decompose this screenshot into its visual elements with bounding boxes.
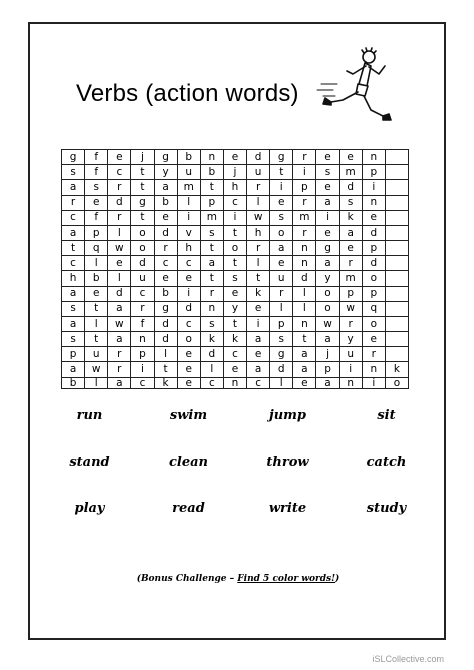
- grid-cell: a: [340, 226, 363, 241]
- grid-cell: b: [178, 150, 201, 165]
- grid-cell: t: [62, 241, 85, 256]
- grid-cell: t: [155, 362, 178, 377]
- grid-cell: p: [85, 226, 108, 241]
- grid-cell: p: [363, 165, 386, 180]
- grid-cell: m: [340, 271, 363, 286]
- grid-cell: [386, 317, 409, 332]
- grid-cell: w: [108, 241, 131, 256]
- grid-cell: c: [131, 287, 154, 302]
- grid-cell: h: [224, 180, 247, 195]
- grid-cell: e: [363, 332, 386, 347]
- word-item: play: [74, 501, 105, 517]
- grid-cell: w: [108, 317, 131, 332]
- grid-cell: h: [247, 226, 270, 241]
- grid-cell: t: [201, 180, 224, 195]
- grid-cell: d: [340, 180, 363, 195]
- grid-cell: d: [201, 347, 224, 362]
- grid-cell: l: [270, 378, 293, 390]
- grid-cell: e: [316, 180, 339, 195]
- grid-cell: n: [293, 241, 316, 256]
- grid-cell: r: [155, 241, 178, 256]
- grid-cell: t: [85, 332, 108, 347]
- grid-cell: o: [316, 302, 339, 317]
- grid-cell: [386, 302, 409, 317]
- grid-cell: e: [178, 347, 201, 362]
- grid-cell: e: [155, 271, 178, 286]
- grid-cell: e: [85, 196, 108, 211]
- word-item: read: [172, 501, 205, 517]
- grid-cell: r: [108, 362, 131, 377]
- grid-cell: f: [131, 317, 154, 332]
- grid-cell: a: [316, 378, 339, 390]
- grid-cell: h: [62, 271, 85, 286]
- grid-cell: p: [363, 241, 386, 256]
- grid-cell: g: [131, 196, 154, 211]
- grid-cell: d: [131, 256, 154, 271]
- grid-cell: a: [108, 332, 131, 347]
- grid-cell: q: [363, 302, 386, 317]
- word-item: clean: [169, 454, 208, 470]
- grid-cell: o: [386, 378, 409, 390]
- grid-cell: s: [201, 226, 224, 241]
- grid-cell: y: [224, 302, 247, 317]
- grid-cell: a: [201, 256, 224, 271]
- grid-cell: r: [247, 180, 270, 195]
- grid-cell: l: [85, 317, 108, 332]
- grid-cell: o: [316, 287, 339, 302]
- grid-cell: t: [131, 211, 154, 226]
- grid-cell: s: [340, 196, 363, 211]
- page-title: Verbs (action words): [76, 80, 299, 107]
- grid-cell: d: [363, 226, 386, 241]
- grid-cell: a: [62, 317, 85, 332]
- running-man-icon: [313, 44, 397, 128]
- grid-cell: r: [201, 287, 224, 302]
- grid-cell: g: [316, 241, 339, 256]
- grid-cell: k: [340, 211, 363, 226]
- grid-cell: t: [131, 165, 154, 180]
- grid-cell: w: [316, 317, 339, 332]
- grid-cell: i: [270, 180, 293, 195]
- grid-cell: p: [62, 347, 85, 362]
- grid-cell: n: [201, 150, 224, 165]
- grid-cell: a: [270, 241, 293, 256]
- grid-cell: s: [62, 165, 85, 180]
- grid-cell: g: [62, 150, 85, 165]
- grid-cell: d: [178, 302, 201, 317]
- grid-cell: e: [108, 150, 131, 165]
- grid-cell: e: [363, 211, 386, 226]
- word-search-grid: [61, 149, 409, 389]
- grid-cell: c: [247, 378, 270, 390]
- grid-cell: t: [293, 332, 316, 347]
- grid-cell: a: [316, 332, 339, 347]
- grid-cell: t: [131, 180, 154, 195]
- grid-cell: e: [224, 150, 247, 165]
- grid-cell: p: [363, 287, 386, 302]
- grid-cell: e: [340, 241, 363, 256]
- grid-cell: o: [178, 332, 201, 347]
- grid-cell: d: [247, 150, 270, 165]
- grid-cell: d: [155, 317, 178, 332]
- grid-cell: y: [340, 332, 363, 347]
- grid-cell: d: [363, 256, 386, 271]
- grid-cell: n: [363, 196, 386, 211]
- grid-cell: e: [178, 271, 201, 286]
- grid-cell: f: [85, 165, 108, 180]
- grid-cell: t: [224, 317, 247, 332]
- grid-cell: i: [178, 211, 201, 226]
- grid-cell: d: [155, 332, 178, 347]
- grid-cell: j: [316, 347, 339, 362]
- grid-cell: n: [131, 332, 154, 347]
- grid-cell: i: [178, 287, 201, 302]
- grid-cell: t: [224, 226, 247, 241]
- bonus-underlined: Find 5 color words!: [237, 574, 336, 584]
- grid-cell: l: [108, 226, 131, 241]
- grid-cell: o: [363, 271, 386, 286]
- grid-cell: r: [131, 302, 154, 317]
- grid-cell: e: [316, 150, 339, 165]
- grid-cell: t: [247, 271, 270, 286]
- grid-cell: o: [270, 226, 293, 241]
- grid-cell: i: [224, 211, 247, 226]
- grid-cell: i: [293, 165, 316, 180]
- grid-cell: a: [293, 347, 316, 362]
- grid-cell: m: [293, 211, 316, 226]
- watermark: iSLCollective.com: [372, 654, 444, 664]
- grid-cell: [386, 196, 409, 211]
- word-list: [40, 408, 436, 548]
- grid-cell: c: [131, 378, 154, 390]
- word-item: catch: [366, 454, 407, 470]
- grid-cell: r: [293, 150, 316, 165]
- grid-cell: g: [155, 150, 178, 165]
- grid-cell: e: [155, 211, 178, 226]
- word-item: swim: [169, 408, 208, 423]
- grid-cell: [386, 332, 409, 347]
- word-item: study: [366, 501, 407, 517]
- grid-cell: e: [270, 256, 293, 271]
- grid-cell: v: [178, 226, 201, 241]
- grid-cell: b: [62, 378, 85, 390]
- grid-cell: e: [247, 347, 270, 362]
- grid-cell: s: [270, 332, 293, 347]
- grid-cell: [386, 241, 409, 256]
- grid-cell: b: [155, 196, 178, 211]
- grid-cell: e: [270, 196, 293, 211]
- grid-cell: c: [62, 256, 85, 271]
- grid-cell: n: [224, 378, 247, 390]
- grid-cell: b: [155, 287, 178, 302]
- grid-cell: u: [247, 165, 270, 180]
- grid-cell: [386, 271, 409, 286]
- bonus-challenge: [40, 574, 436, 584]
- grid-cell: l: [155, 347, 178, 362]
- grid-cell: u: [340, 347, 363, 362]
- grid-cell: r: [363, 347, 386, 362]
- grid-cell: a: [108, 302, 131, 317]
- grid-cell: g: [155, 302, 178, 317]
- grid-cell: l: [201, 362, 224, 377]
- grid-cell: [386, 150, 409, 165]
- grid-cell: r: [108, 347, 131, 362]
- grid-cell: r: [247, 241, 270, 256]
- grid-cell: l: [85, 256, 108, 271]
- grid-cell: a: [108, 378, 131, 390]
- grid-cell: c: [155, 256, 178, 271]
- grid-cell: p: [270, 317, 293, 332]
- grid-cell: t: [201, 271, 224, 286]
- grid-cell: s: [85, 180, 108, 195]
- grid-cell: p: [293, 180, 316, 195]
- grid-cell: f: [85, 150, 108, 165]
- grid-cell: l: [247, 256, 270, 271]
- grid-cell: p: [340, 287, 363, 302]
- word-item: write: [268, 501, 307, 517]
- grid-cell: s: [316, 165, 339, 180]
- bonus-prefix: (Bonus Challenge –: [136, 574, 238, 584]
- grid-cell: a: [62, 226, 85, 241]
- grid-cell: a: [247, 362, 270, 377]
- grid-cell: t: [224, 256, 247, 271]
- grid-cell: a: [247, 332, 270, 347]
- grid-cell: c: [201, 378, 224, 390]
- grid-cell: l: [270, 302, 293, 317]
- grid-cell: e: [316, 226, 339, 241]
- grid-cell: a: [155, 180, 178, 195]
- grid-cell: [386, 211, 409, 226]
- grid-cell: e: [293, 378, 316, 390]
- grid-cell: e: [224, 362, 247, 377]
- grid-cell: l: [293, 287, 316, 302]
- grid-cell: i: [363, 180, 386, 195]
- grid-cell: [386, 165, 409, 180]
- grid-cell: e: [178, 378, 201, 390]
- grid-cell: k: [247, 287, 270, 302]
- grid-cell: j: [224, 165, 247, 180]
- grid-cell: w: [340, 302, 363, 317]
- grid-cell: r: [270, 287, 293, 302]
- grid-cell: m: [178, 180, 201, 195]
- grid-cell: d: [270, 362, 293, 377]
- grid-cell: c: [178, 256, 201, 271]
- grid-cell: r: [108, 180, 131, 195]
- grid-cell: l: [108, 271, 131, 286]
- grid-cell: a: [62, 362, 85, 377]
- grid-cell: o: [224, 241, 247, 256]
- grid-cell: m: [340, 165, 363, 180]
- grid-cell: e: [224, 287, 247, 302]
- grid-cell: n: [201, 302, 224, 317]
- grid-cell: a: [316, 256, 339, 271]
- word-item: jump: [268, 408, 306, 423]
- grid-cell: u: [178, 165, 201, 180]
- grid-cell: j: [131, 150, 154, 165]
- grid-cell: c: [178, 317, 201, 332]
- grid-cell: o: [131, 226, 154, 241]
- grid-cell: w: [85, 362, 108, 377]
- grid-cell: i: [131, 362, 154, 377]
- grid-cell: u: [270, 271, 293, 286]
- word-item: stand: [69, 454, 110, 470]
- grid-cell: [386, 256, 409, 271]
- bonus-suffix: ): [335, 574, 340, 584]
- grid-cell: e: [85, 287, 108, 302]
- grid-cell: i: [363, 378, 386, 390]
- grid-cell: b: [85, 271, 108, 286]
- grid-cell: i: [316, 211, 339, 226]
- grid-cell: s: [62, 302, 85, 317]
- grid-cell: t: [85, 302, 108, 317]
- grid-cell: q: [85, 241, 108, 256]
- grid-cell: [386, 287, 409, 302]
- grid-cell: k: [201, 332, 224, 347]
- grid-cell: n: [363, 362, 386, 377]
- grid-cell: p: [316, 362, 339, 377]
- grid-cell: k: [386, 362, 409, 377]
- word-item: throw: [266, 454, 309, 470]
- grid-cell: t: [201, 241, 224, 256]
- grid-cell: l: [293, 302, 316, 317]
- grid-cell: s: [62, 332, 85, 347]
- word-item: sit: [377, 408, 396, 423]
- grid-cell: l: [85, 378, 108, 390]
- grid-cell: i: [340, 362, 363, 377]
- grid-cell: p: [201, 196, 224, 211]
- grid-cell: n: [293, 317, 316, 332]
- grid-cell: c: [62, 211, 85, 226]
- grid-cell: t: [270, 165, 293, 180]
- grid-cell: m: [201, 211, 224, 226]
- grid-cell: c: [224, 196, 247, 211]
- grid-cell: f: [85, 211, 108, 226]
- grid-cell: [386, 226, 409, 241]
- grid-cell: d: [108, 287, 131, 302]
- grid-cell: p: [131, 347, 154, 362]
- grid-cell: d: [293, 271, 316, 286]
- grid-cell: k: [224, 332, 247, 347]
- grid-cell: g: [270, 347, 293, 362]
- grid-cell: c: [108, 165, 131, 180]
- grid-cell: a: [62, 287, 85, 302]
- grid-cell: [386, 180, 409, 195]
- grid-cell: r: [293, 196, 316, 211]
- grid-cell: o: [131, 241, 154, 256]
- grid-cell: d: [155, 226, 178, 241]
- grid-cell: e: [108, 256, 131, 271]
- grid-cell: [386, 347, 409, 362]
- grid-cell: l: [178, 196, 201, 211]
- grid-cell: e: [178, 362, 201, 377]
- grid-cell: g: [270, 150, 293, 165]
- grid-cell: n: [293, 256, 316, 271]
- grid-cell: r: [62, 196, 85, 211]
- grid-cell: o: [363, 317, 386, 332]
- grid-cell: w: [247, 211, 270, 226]
- word-item: run: [76, 408, 103, 423]
- grid-cell: a: [316, 196, 339, 211]
- grid-cell: s: [201, 317, 224, 332]
- grid-cell: r: [108, 211, 131, 226]
- grid-cell: r: [293, 226, 316, 241]
- grid-cell: b: [201, 165, 224, 180]
- grid-cell: u: [131, 271, 154, 286]
- grid-cell: n: [363, 150, 386, 165]
- grid-cell: h: [178, 241, 201, 256]
- grid-cell: e: [340, 150, 363, 165]
- grid-cell: a: [293, 362, 316, 377]
- grid-cell: y: [155, 165, 178, 180]
- grid-cell: y: [316, 271, 339, 286]
- grid-cell: u: [85, 347, 108, 362]
- grid-cell: s: [224, 271, 247, 286]
- grid-cell: r: [340, 317, 363, 332]
- grid-cell: k: [155, 378, 178, 390]
- grid-cell: e: [247, 302, 270, 317]
- grid-cell: n: [340, 378, 363, 390]
- grid-cell: l: [247, 196, 270, 211]
- grid-cell: d: [108, 196, 131, 211]
- grid-cell: a: [62, 180, 85, 195]
- grid-cell: s: [270, 211, 293, 226]
- grid-cell: r: [340, 256, 363, 271]
- grid-cell: c: [224, 347, 247, 362]
- grid-cell: i: [247, 317, 270, 332]
